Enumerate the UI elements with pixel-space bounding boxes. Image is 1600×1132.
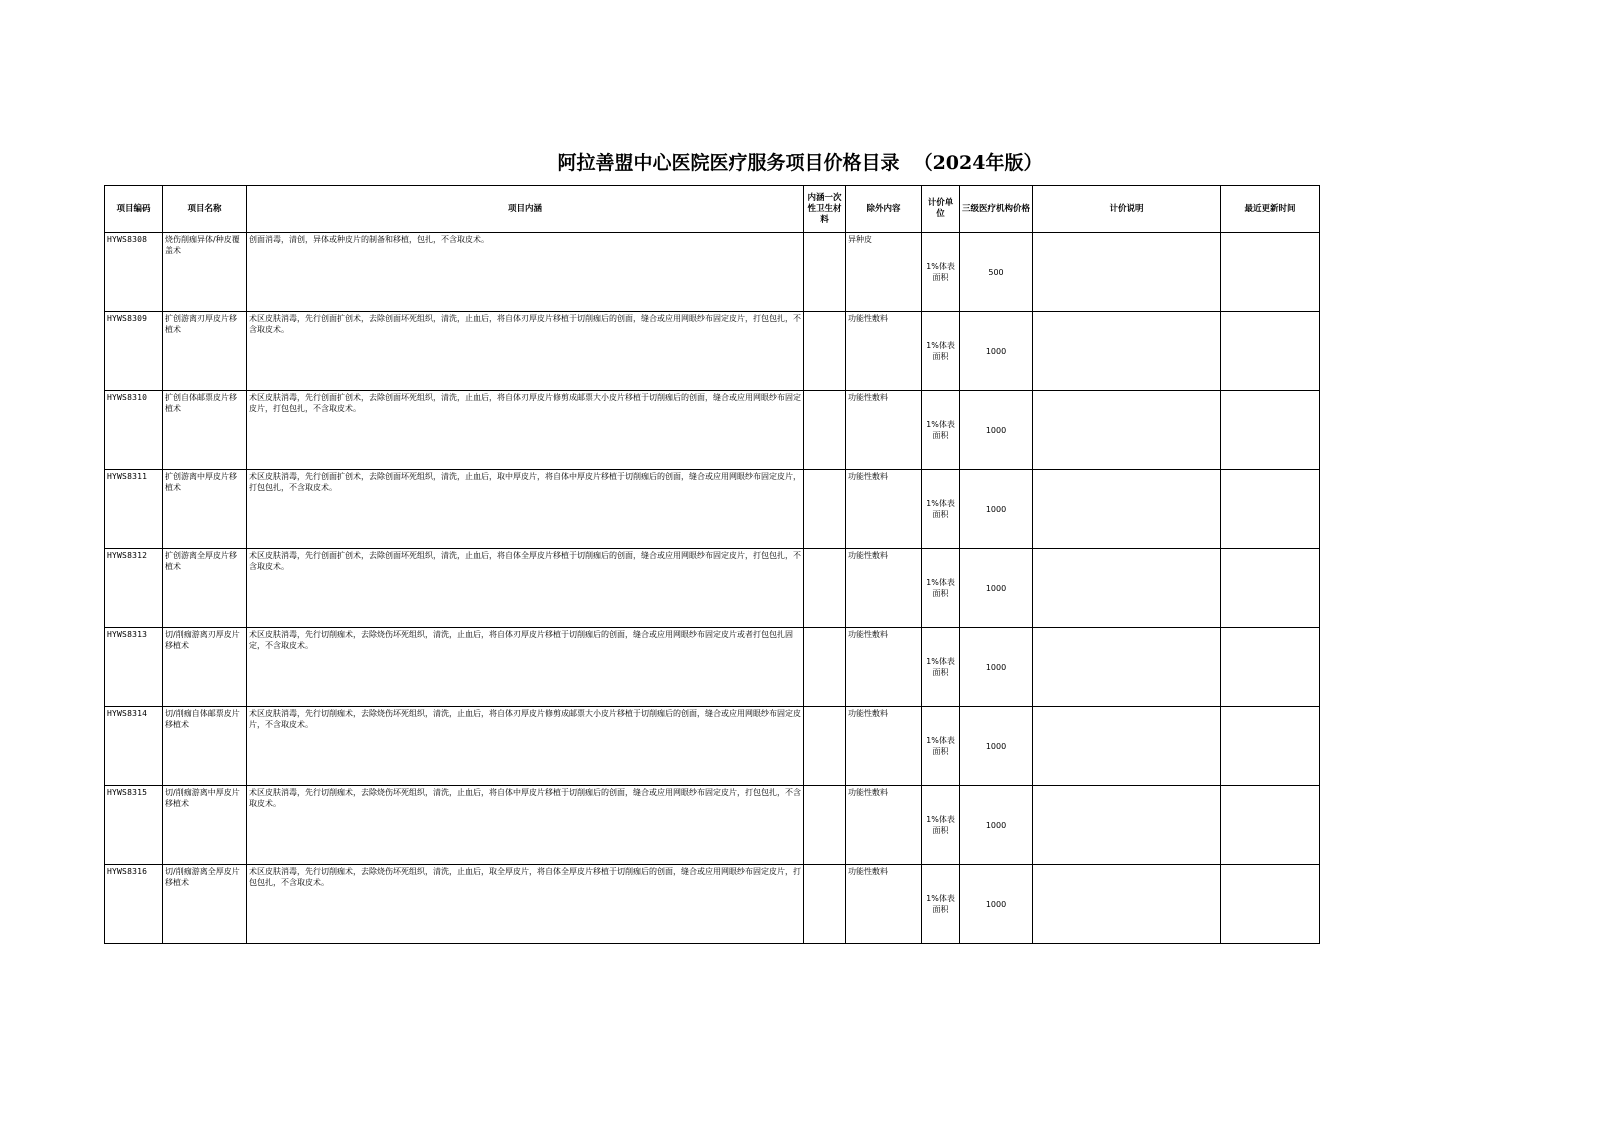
cell-code: HYWS8311 [105, 470, 163, 549]
cell-note [1033, 549, 1221, 628]
cell-content: 创面消毒，清创，异体或种皮片的制备和移植，包扎，不含取皮术。 [247, 233, 804, 312]
cell-price: 1000 [960, 707, 1033, 786]
cell-note [1033, 470, 1221, 549]
cell-name: 切/削痂游离刃厚皮片移植术 [163, 628, 247, 707]
cell-consumables [804, 707, 846, 786]
cell-name: 扩创游离刃厚皮片移植术 [163, 312, 247, 391]
cell-price: 1000 [960, 391, 1033, 470]
header-content: 项目内涵 [247, 186, 804, 233]
table-row [105, 707, 1320, 786]
cell-excluded: 异种皮 [846, 233, 922, 312]
cell-excluded: 功能性敷料 [846, 865, 922, 944]
cell-name: 扩创游离全厚皮片移植术 [163, 549, 247, 628]
cell-unit: 1%体表面积 [922, 865, 960, 944]
cell-excluded: 功能性敷料 [846, 628, 922, 707]
table-row [105, 865, 1320, 944]
header-name: 项目名称 [163, 186, 247, 233]
cell-consumables [804, 233, 846, 312]
cell-content: 术区皮肤消毒，先行创面扩创术，去除创面坏死组织，清洗，止血后，将自体刃厚皮片修剪成邮票大小皮片移植于切削痂后的创面，缝合或应用网眼纱布固定皮片，打包包扎，不含取皮术。 [247, 391, 804, 470]
cell-code: HYWS8310 [105, 391, 163, 470]
cell-unit: 1%体表面积 [922, 470, 960, 549]
cell-name: 切/削痂自体邮票皮片移植术 [163, 707, 247, 786]
cell-excluded: 功能性敷料 [846, 707, 922, 786]
document-edition: （2024年版） [913, 152, 1043, 174]
cell-note [1033, 786, 1221, 865]
cell-unit: 1%体表面积 [922, 707, 960, 786]
cell-consumables [804, 391, 846, 470]
cell-updated [1221, 470, 1320, 549]
cell-code: HYWS8316 [105, 865, 163, 944]
cell-content: 术区皮肤消毒，先行切削痂术，去除烧伤坏死组织，清洗，止血后，将自体刃厚皮片修剪成邮票大小皮片移植于切削痂后的创面，缝合或应用网眼纱布固定皮片，不含取皮术。 [247, 707, 804, 786]
cell-content: 术区皮肤消毒，先行创面扩创术，去除创面坏死组织，清洗，止血后，将自体全厚皮片移植于切削痂后的创面，缝合或应用网眼纱布固定皮片，打包包扎，不含取皮术。 [247, 549, 804, 628]
cell-note [1033, 628, 1221, 707]
cell-excluded: 功能性敷料 [846, 312, 922, 391]
header-price: 三级医疗机构价格 [960, 186, 1033, 233]
cell-updated [1221, 628, 1320, 707]
cell-consumables [804, 628, 846, 707]
cell-price: 1000 [960, 865, 1033, 944]
cell-code: HYWS8308 [105, 233, 163, 312]
cell-unit: 1%体表面积 [922, 312, 960, 391]
cell-name: 扩创自体邮票皮片移植术 [163, 391, 247, 470]
cell-code: HYWS8314 [105, 707, 163, 786]
cell-excluded: 功能性敷料 [846, 786, 922, 865]
cell-name: 切/削痂游离中厚皮片移植术 [163, 786, 247, 865]
page-title [0, 148, 1600, 175]
cell-updated [1221, 549, 1320, 628]
cell-updated [1221, 786, 1320, 865]
cell-updated [1221, 707, 1320, 786]
cell-updated [1221, 391, 1320, 470]
cell-consumables [804, 549, 846, 628]
cell-note [1033, 865, 1221, 944]
cell-code: HYWS8309 [105, 312, 163, 391]
cell-consumables [804, 786, 846, 865]
cell-code: HYWS8313 [105, 628, 163, 707]
cell-updated [1221, 233, 1320, 312]
cell-note [1033, 312, 1221, 391]
cell-consumables [804, 470, 846, 549]
cell-code: HYWS8315 [105, 786, 163, 865]
header-updated: 最近更新时间 [1221, 186, 1320, 233]
cell-note [1033, 233, 1221, 312]
cell-unit: 1%体表面积 [922, 233, 960, 312]
cell-excluded: 功能性敷料 [846, 391, 922, 470]
cell-content: 术区皮肤消毒，先行创面扩创术，去除创面坏死组织，清洗，止血后，取中厚皮片，将自体中厚皮片移植于切削痂后的创面，缝合或应用网眼纱布固定皮片，打包包扎，不含取皮术。 [247, 470, 804, 549]
table-row [105, 312, 1320, 391]
cell-name: 烧伤削痂异体/种皮覆盖术 [163, 233, 247, 312]
cell-content: 术区皮肤消毒，先行切削痂术，去除烧伤坏死组织，清洗，止血后，将自体中厚皮片移植于切削痂后的创面，缝合或应用网眼纱布固定皮片，打包包扎，不含取皮术。 [247, 786, 804, 865]
cell-note [1033, 707, 1221, 786]
table-row [105, 470, 1320, 549]
header-code: 项目编码 [105, 186, 163, 233]
cell-content: 术区皮肤消毒，先行切削痂术，去除烧伤坏死组织，清洗，止血后，将自体刃厚皮片移植于切削痂后的创面，缝合或应用网眼纱布固定皮片或者打包包扎固定，不含取皮术。 [247, 628, 804, 707]
cell-consumables [804, 312, 846, 391]
table-row [105, 549, 1320, 628]
table-row [105, 786, 1320, 865]
cell-note [1033, 391, 1221, 470]
cell-price: 1000 [960, 628, 1033, 707]
cell-updated [1221, 312, 1320, 391]
document-title: 阿拉善盟中心医院医疗服务项目价格目录 [557, 152, 900, 174]
header-unit: 计价单位 [922, 186, 960, 233]
cell-excluded: 功能性敷料 [846, 549, 922, 628]
cell-unit: 1%体表面积 [922, 628, 960, 707]
cell-updated [1221, 865, 1320, 944]
cell-name: 切/削痂游离全厚皮片移植术 [163, 865, 247, 944]
header-excluded: 除外内容 [846, 186, 922, 233]
table-row [105, 628, 1320, 707]
cell-unit: 1%体表面积 [922, 786, 960, 865]
cell-price: 1000 [960, 786, 1033, 865]
header-consumables: 内涵一次性卫生材料 [804, 186, 846, 233]
price-table [104, 185, 1320, 944]
cell-price: 1000 [960, 549, 1033, 628]
cell-unit: 1%体表面积 [922, 391, 960, 470]
table-row [105, 391, 1320, 470]
cell-price: 1000 [960, 312, 1033, 391]
cell-name: 扩创游离中厚皮片移植术 [163, 470, 247, 549]
cell-price: 500 [960, 233, 1033, 312]
cell-price: 1000 [960, 470, 1033, 549]
table-header-row [105, 186, 1320, 233]
header-note: 计价说明 [1033, 186, 1221, 233]
cell-excluded: 功能性敷料 [846, 470, 922, 549]
cell-content: 术区皮肤消毒，先行切削痂术，去除烧伤坏死组织，清洗，止血后，取全厚皮片，将自体全厚皮片移植于切削痂后的创面，缝合或应用网眼纱布固定皮片，打包包扎，不含取皮术。 [247, 865, 804, 944]
cell-consumables [804, 865, 846, 944]
cell-content: 术区皮肤消毒，先行创面扩创术，去除创面坏死组织，清洗，止血后，将自体刃厚皮片移植于切削痂后的创面，缝合或应用网眼纱布固定皮片，打包包扎，不含取皮术。 [247, 312, 804, 391]
cell-unit: 1%体表面积 [922, 549, 960, 628]
table-row [105, 233, 1320, 312]
cell-code: HYWS8312 [105, 549, 163, 628]
